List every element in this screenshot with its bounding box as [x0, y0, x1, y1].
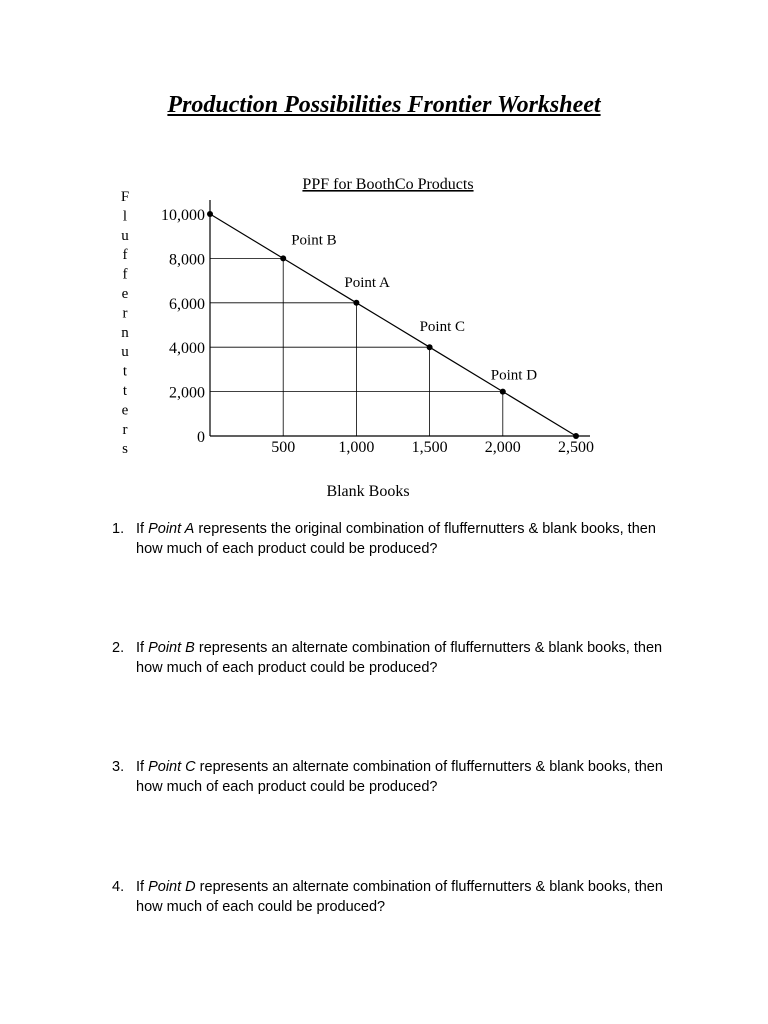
chart-title: PPF for BoothCo Products	[302, 176, 474, 193]
x-tick-label: 2,500	[558, 439, 594, 456]
data-point	[353, 300, 359, 306]
y-axis-label-text: F l u f f e r n u t t e r s	[120, 189, 130, 458]
x-axis-label: Blank Books	[326, 483, 410, 500]
y-tick-label: 4,000	[169, 340, 205, 358]
x-tick-label: 1,000	[338, 439, 375, 456]
point-label: Point B	[291, 232, 337, 249]
y-tick-label: 10,000	[161, 207, 205, 224]
ppf-line	[210, 214, 576, 436]
x-tick-label: 500	[271, 439, 296, 456]
question-text: represents an alternate combination of fluffernutters & blank books, then how much of each product could be produced?	[136, 759, 663, 795]
question-point: Point A	[148, 521, 195, 537]
question-number: 1.	[112, 521, 125, 537]
question-text: represents the original combination of fluffernutters & blank books, then how much of each product could be produced?	[136, 521, 656, 557]
y-tick-label: 2,000	[169, 384, 205, 402]
y-tick-label: 6,000	[169, 295, 205, 313]
question-number: 2.	[112, 640, 125, 656]
data-point	[500, 389, 506, 395]
question-number: 3.	[112, 759, 125, 775]
data-point	[573, 433, 579, 439]
question-4	[112, 877, 672, 917]
question-prefix: If	[136, 879, 149, 895]
worksheet-title: Production Possibilities Frontier Worksheet	[167, 92, 601, 118]
y-tick-labels	[161, 207, 205, 446]
question-point: Point C	[148, 759, 196, 775]
question-1	[112, 519, 672, 559]
question-prefix: If	[136, 521, 149, 537]
question-point: Point D	[148, 879, 196, 895]
y-tick-label: 8,000	[169, 251, 205, 269]
x-tick-label: 2,000	[484, 439, 521, 456]
question-point: Point B	[148, 640, 195, 656]
point-label: Point C	[419, 319, 466, 336]
ppf-series	[210, 214, 576, 436]
data-point	[427, 344, 433, 350]
question-prefix: If	[136, 640, 149, 656]
x-tick-label: 1,500	[411, 439, 448, 456]
data-point	[280, 255, 286, 261]
question-number: 4.	[112, 879, 125, 895]
question-prefix: If	[136, 759, 149, 775]
y-tick-label: 0	[197, 429, 205, 446]
y-axis-label	[121, 189, 129, 457]
question-3	[112, 757, 672, 797]
question-2	[112, 638, 672, 678]
point-label: Point D	[490, 367, 538, 384]
x-tick-labels	[271, 439, 594, 456]
point-label: Point A	[344, 274, 390, 291]
data-point	[207, 211, 213, 217]
question-text: represents an alternate combination of fluffernutters & blank books, then how much of each product could be produced?	[136, 640, 663, 676]
question-text: represents an alternate combination of fluffernutters & blank books, then how much of each could be produced?	[136, 879, 663, 915]
